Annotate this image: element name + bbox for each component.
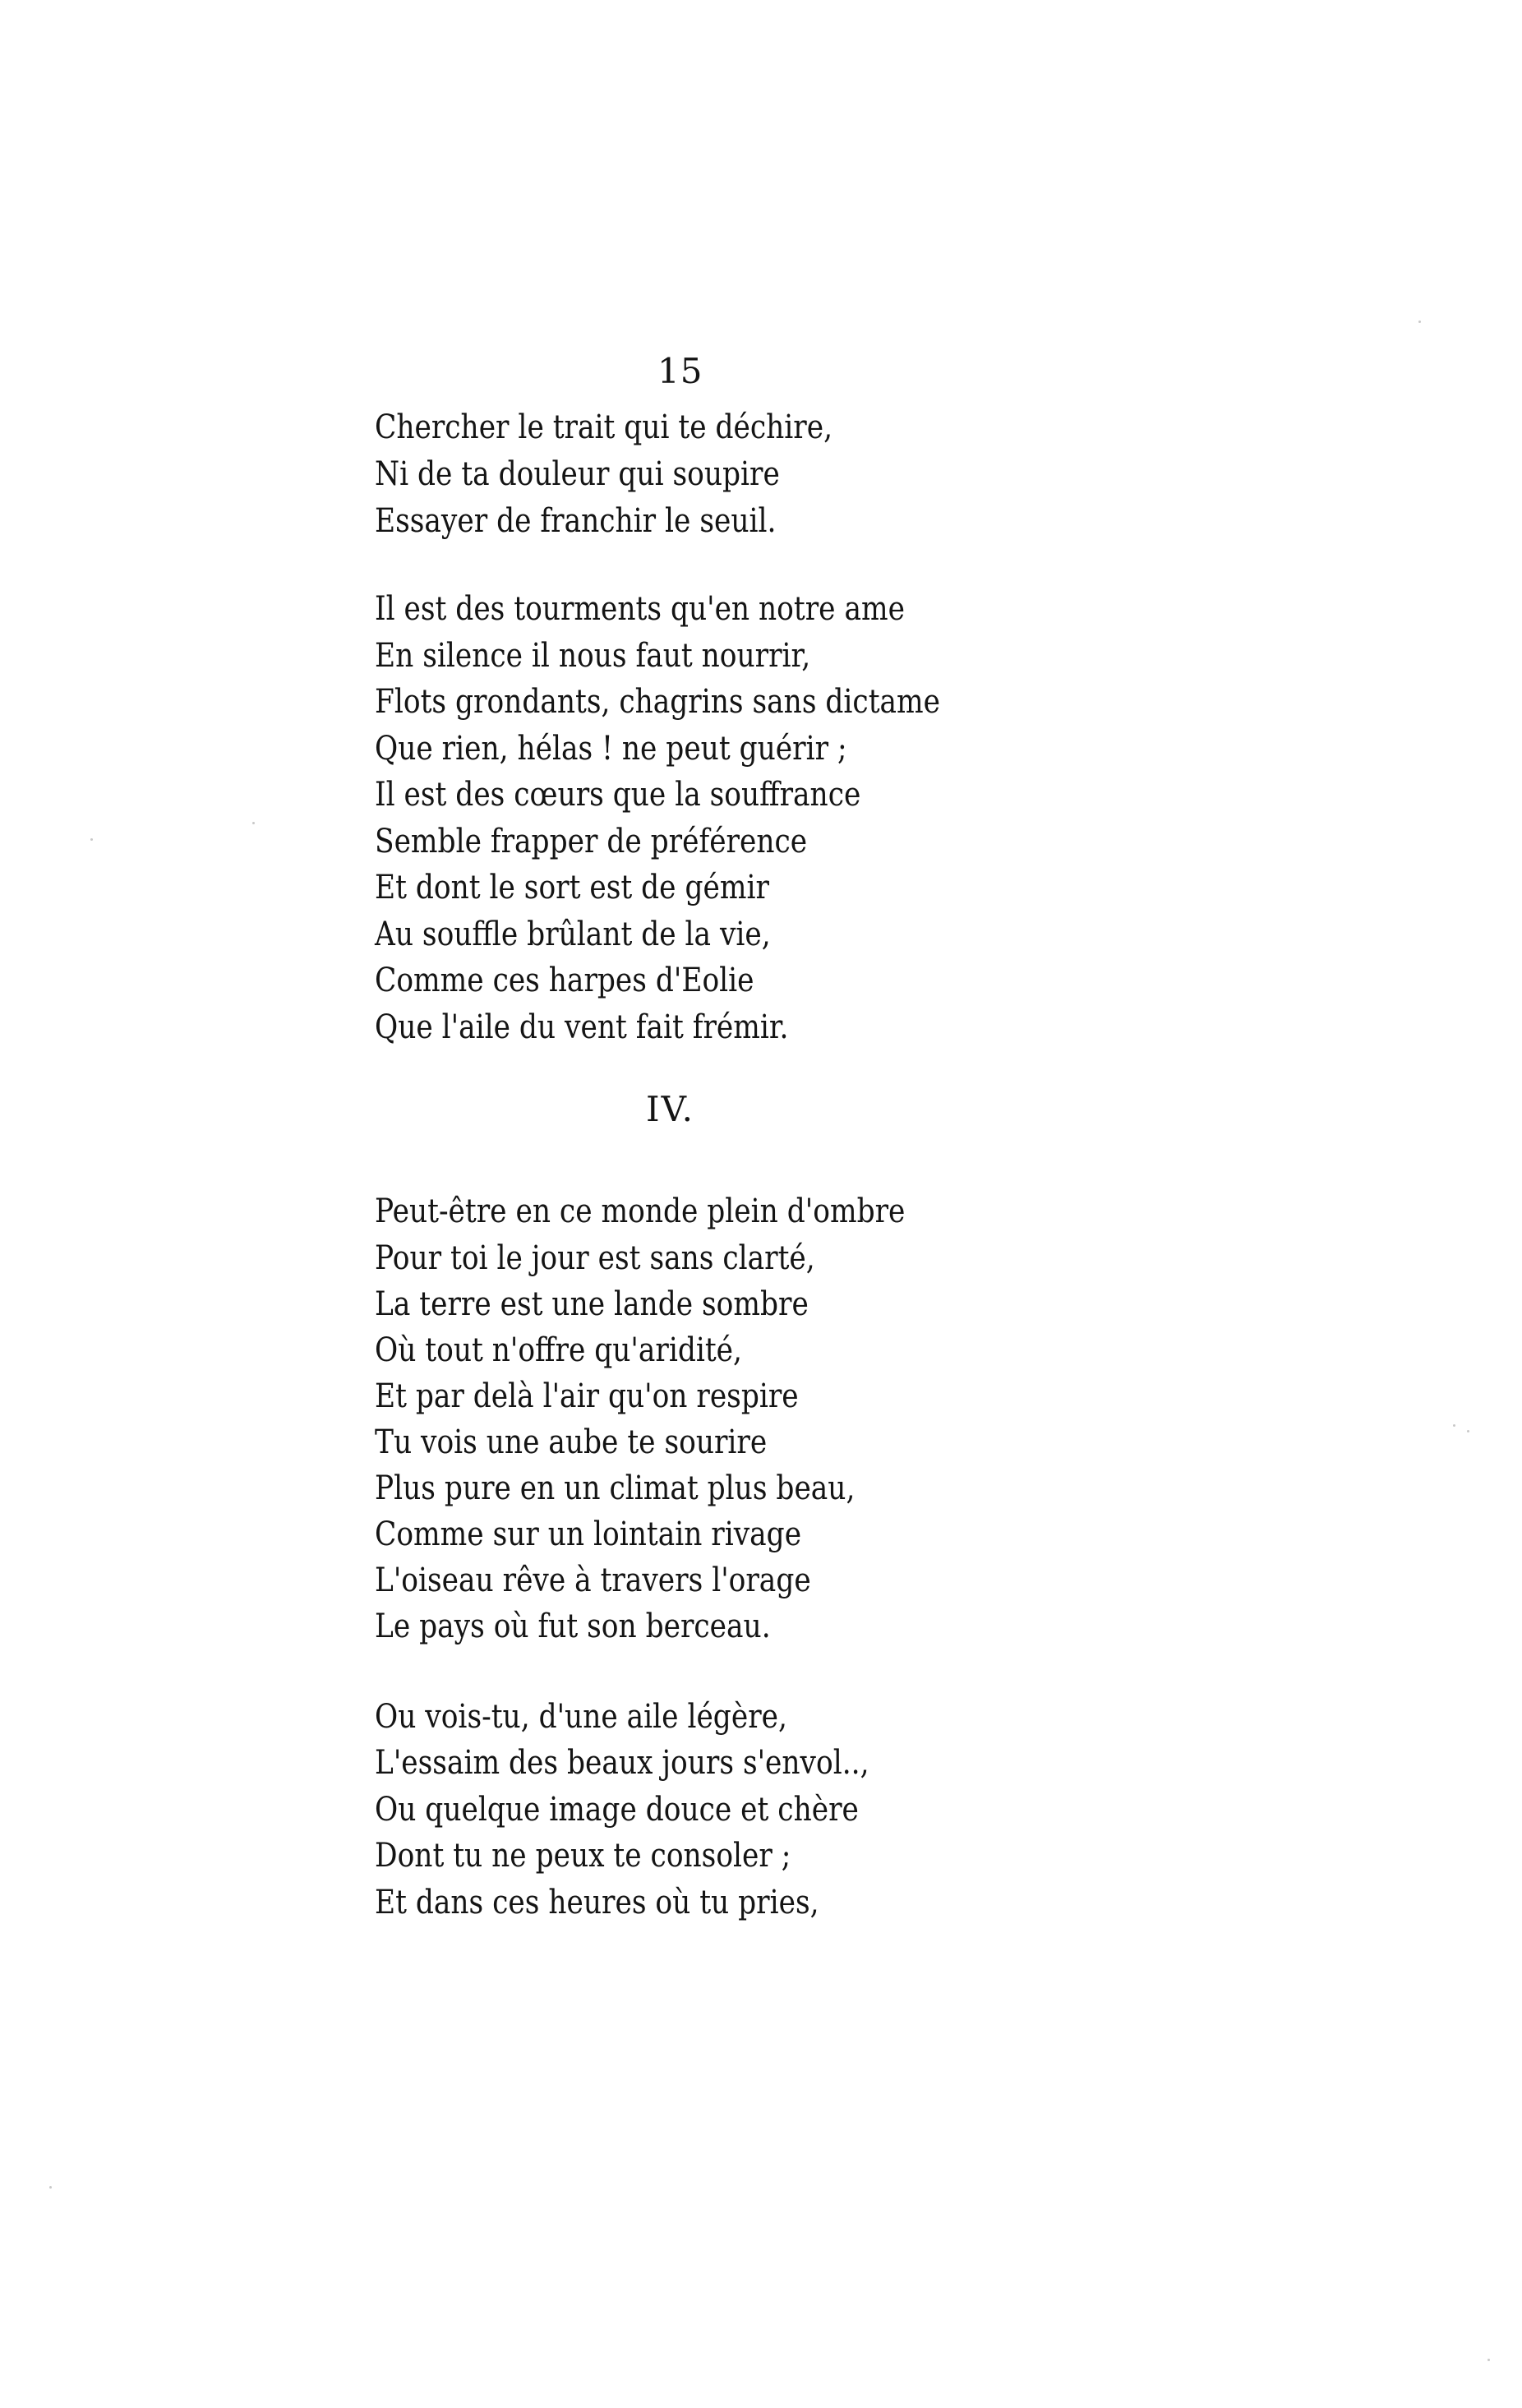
paper-speck [90, 838, 93, 841]
verse-line: Et par delà l'air qu'on respire [375, 1377, 799, 1415]
verse-line: Le pays où fut son berceau. [375, 1608, 771, 1645]
verse-line: Au souffle brûlant de la vie, [375, 916, 771, 953]
verse-line: Il est des cœurs que la souffrance [375, 776, 861, 814]
verse-line: Et dans ces heures où tu pries, [375, 1884, 819, 1921]
verse-line: Comme ces harpes d'Eolie [375, 962, 754, 999]
verse-line: Pour toi le jour est sans clarté, [375, 1239, 815, 1277]
verse-line: Que rien, hélas ! ne peut guérir ; [375, 730, 847, 768]
verse-line: Ou vois-tu, d'une aile légère, [375, 1698, 787, 1736]
verse-line: Plus pure en un climat plus beau, [375, 1469, 856, 1507]
verse-line: La terre est une lande sombre [375, 1285, 809, 1323]
verse-line: Peut-être en ce monde plein d'ombre [375, 1192, 906, 1230]
verse-line: Semble frapper de préférence [375, 823, 808, 860]
paper-speck [252, 822, 255, 824]
paper-speck [1453, 1424, 1455, 1427]
verse-line: Ni de ta douleur qui soupire [375, 455, 780, 493]
paper-speck [1467, 1430, 1469, 1432]
page-number: 15 [657, 351, 703, 391]
verse-line: Il est des tourments qu'en notre ame [375, 590, 905, 628]
verse-line: L'essaim des beaux jours s'envol.., [375, 1744, 869, 1782]
verse-line: Essayer de franchir le seuil. [375, 502, 777, 540]
paper-speck [1487, 2359, 1490, 2361]
paper-speck [49, 2186, 52, 2189]
verse-line: Flots grondants, chagrins sans dictame [375, 683, 940, 721]
verse-line: Dont tu ne peux te consoler ; [375, 1837, 791, 1875]
verse-line: Que l'aile du vent fait frémir. [375, 1008, 789, 1046]
verse-line: Ou quelque image douce et chère [375, 1791, 859, 1829]
section-heading: IV. [646, 1089, 694, 1129]
verse-line: Et dont le sort est de gémir [375, 869, 769, 906]
verse-line: En silence il nous faut nourrir, [375, 637, 811, 675]
verse-line: L'oiseau rêve à travers l'orage [375, 1562, 811, 1599]
verse-line: Tu vois une aube te sourire [375, 1423, 768, 1461]
verse-line: Comme sur un lointain rivage [375, 1515, 802, 1553]
verse-line: Chercher le trait qui te déchire, [375, 408, 833, 446]
paper-speck [1418, 321, 1421, 323]
verse-line: Où tout n'offre qu'aridité, [375, 1331, 742, 1369]
